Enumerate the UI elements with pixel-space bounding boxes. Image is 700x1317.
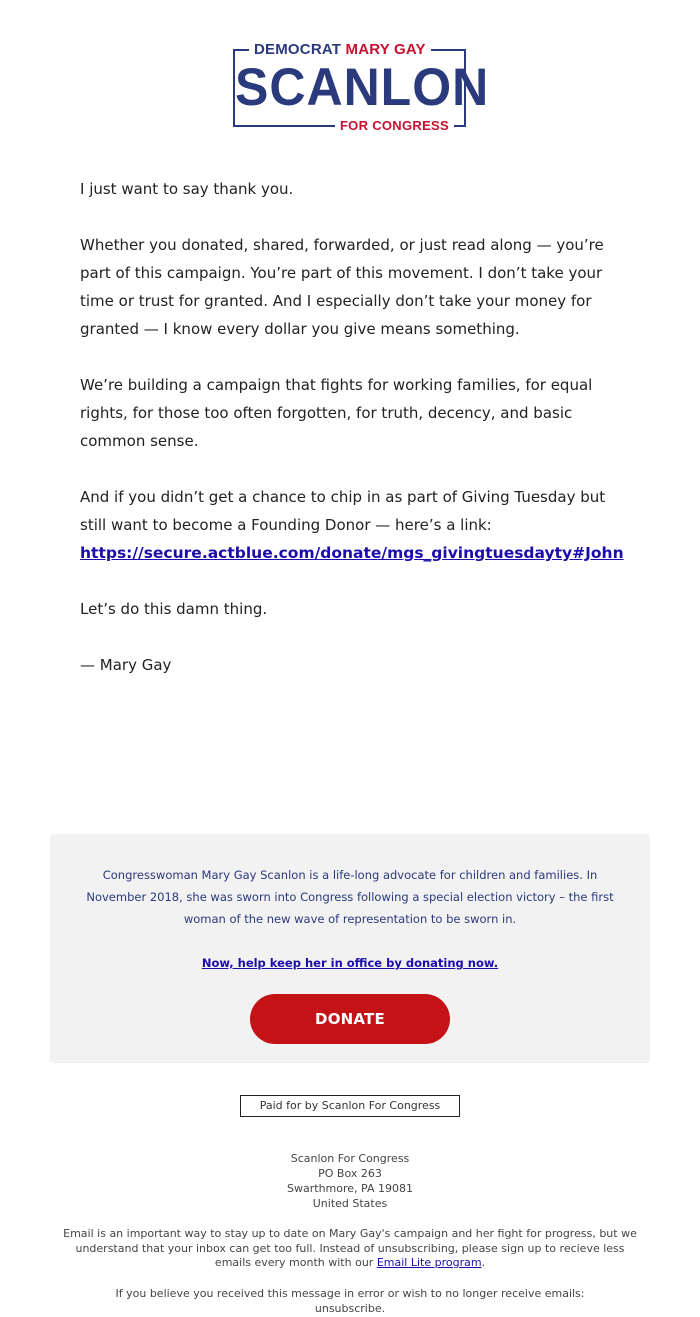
paid-for-disclaimer: Paid for by Scanlon For Congress (240, 1095, 460, 1117)
logo-mary-gay-text: MARY GAY (345, 41, 426, 58)
logo-for-congress-text: FOR CONGRESS (335, 117, 454, 135)
address-line-2: PO Box 263 (318, 1167, 382, 1180)
logo-scanlon-text: SCANLON (235, 57, 490, 117)
logo-democrat-text: DEMOCRAT (254, 41, 342, 58)
actblue-donate-link[interactable]: https://secure.actblue.com/donate/mgs_givingtuesdayty#John (80, 544, 624, 562)
mailing-address (0, 1151, 700, 1211)
email-lite-link[interactable]: Email Lite program (376, 1256, 482, 1269)
campaign-logo (233, 41, 490, 133)
unsubscribe-link[interactable]: unsubscribe. (314, 1301, 386, 1315)
email-lite-notice-period: . (481, 1256, 486, 1269)
unsubscribe-notice (60, 1287, 640, 1316)
letter-paragraph-closing: Let’s do this damn thing. (80, 600, 268, 618)
letter-signature: — Mary Gay (80, 656, 172, 674)
unsubscribe-notice-text: If you believe you received this message in error or wish to no longer receive emails: (115, 1287, 585, 1300)
letter-paragraph-thanks: I just want to say thank you. (80, 180, 294, 198)
email-lite-notice (60, 1227, 640, 1271)
address-line-1: Scanlon For Congress (290, 1152, 410, 1165)
about-candidate-text: Congresswoman Mary Gay Scanlon is a life-long advocate for children and families. In November 2018, she was sworn into Congress following a special election victory – the first woman of the new wave of representation to be sworn in. (86, 868, 614, 926)
address-line-3: Swarthmore, PA 19081 (287, 1182, 413, 1195)
donate-box (50, 834, 650, 1063)
letter-paragraph-founding-donor (80, 483, 625, 567)
letter-body (80, 175, 625, 707)
address-line-4: United States (312, 1197, 388, 1210)
letter-paragraph-part-of-campaign: Whether you donated, shared, forwarded, or just read along — you’re part of this campaign. You’re part of this movement. I don’t take your time or trust for granted. And I especially don’t take your money for granted — I know every dollar you give means something. (80, 236, 604, 338)
founding-donor-text: And if you didn’t get a chance to chip in as part of Giving Tuesday but still want to become a Founding Donor — here’s a link: (80, 488, 606, 534)
donate-button[interactable]: DONATE (250, 994, 450, 1044)
help-keep-in-office-link[interactable]: Now, help keep her in office by donating now. (201, 956, 499, 970)
help-keep-in-office (50, 954, 650, 972)
email-lite-notice-text: Email is an important way to stay up to date on Mary Gay's campaign and her fight for progress, but we understand that your inbox can get too full. Instead of unsubscribing, please sign up to recieve less emails every month with our (63, 1227, 637, 1269)
letter-paragraph-building-campaign: We’re building a campaign that fights for working families, for equal rights, for those too often forgotten, for truth, decency, and basic common sense. (80, 376, 593, 450)
